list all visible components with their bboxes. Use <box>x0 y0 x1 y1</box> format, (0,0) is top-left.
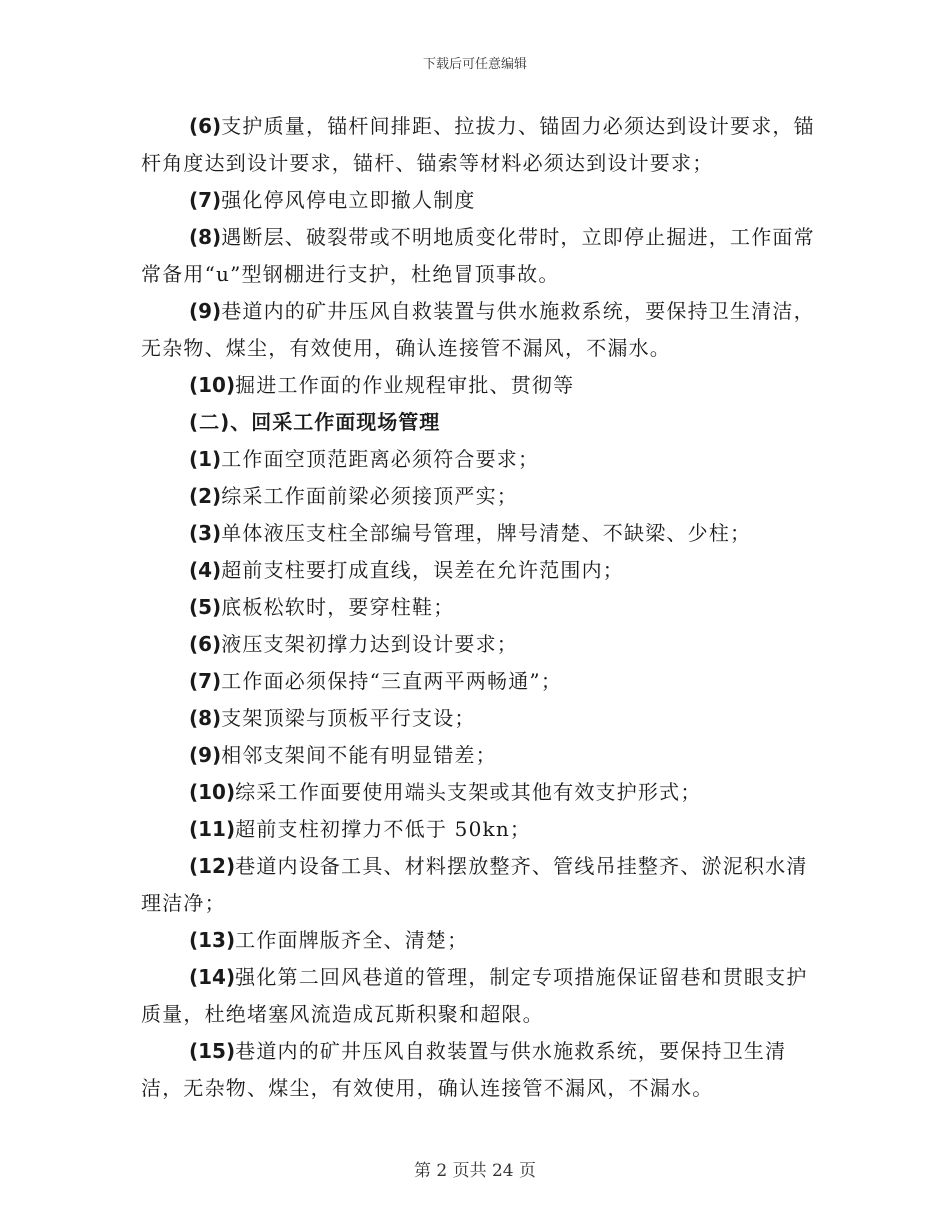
list-item <box>141 737 825 774</box>
list-item <box>141 182 825 219</box>
list-item <box>141 663 825 700</box>
item-number: (6) <box>189 114 222 138</box>
item-number: (8) <box>189 706 222 730</box>
item-text: 强化第二回风巷道的管理，制定专项措施保证留巷和贯眼支护质量，杜绝堵塞风流造成瓦斯积聚和超限。 <box>141 965 808 1026</box>
list-item <box>141 219 825 293</box>
list-item <box>141 700 825 737</box>
list-item <box>141 811 825 848</box>
item-text: 支护质量，锚杆间排距、拉拔力、锚固力必须达到设计要求，锚杆角度达到设计要求，锚杆、锚索等材料必须达到设计要求； <box>141 114 815 175</box>
list-item <box>141 848 825 922</box>
item-text: 掘进工作面的作业规程审批、贯彻等 <box>235 373 575 397</box>
item-text: 工作面牌版齐全、清楚； <box>235 928 469 952</box>
item-text: 强化停风停电立即撤人制度 <box>221 188 476 212</box>
list-item <box>141 1033 825 1107</box>
list-item <box>141 293 825 367</box>
item-number: (12) <box>189 854 236 878</box>
item-number: (1) <box>189 447 222 471</box>
item-text: 遇断层、破裂带或不明地质变化带时，立即停止掘进，工作面常常备用“u”型钢棚进行支护，杜绝冒顶事故。 <box>141 225 815 286</box>
item-number: (15) <box>189 1039 236 1063</box>
document-body <box>141 108 825 1107</box>
item-number: (3) <box>189 521 222 545</box>
item-text: 工作面必须保持“三直两平两畅通”； <box>221 669 563 693</box>
item-number: (8) <box>189 225 222 249</box>
item-number: (10) <box>189 780 236 804</box>
list-item <box>141 626 825 663</box>
item-text: 液压支架初撑力达到设计要求； <box>221 632 519 656</box>
page-header: 下载后可任意编辑 <box>422 57 527 72</box>
list-item <box>141 552 825 589</box>
list-item <box>141 589 825 626</box>
item-number: (7) <box>189 669 222 693</box>
item-number: (2) <box>189 484 222 508</box>
list-item <box>141 959 825 1033</box>
item-number: (9) <box>189 299 222 323</box>
item-text: 巷道内设备工具、材料摆放整齐、管线吊挂整齐、淤泥积水清理洁净； <box>141 854 808 915</box>
item-text: 支架顶梁与顶板平行支设； <box>221 706 476 730</box>
item-text: 巷道内的矿井压风自救装置与供水施救系统，要保持卫生清洁，无杂物、煤尘，有效使用，确认连接管不漏风，不漏水。 <box>141 1039 787 1100</box>
item-text: 底板松软时，要穿柱鞋； <box>221 595 455 619</box>
item-number: (10) <box>189 373 236 397</box>
list-item <box>141 515 825 552</box>
list-item <box>141 108 825 182</box>
page-footer: 第 2 页共 24 页 <box>413 1161 537 1181</box>
list-item <box>141 922 825 959</box>
item-text: 巷道内的矿井压风自救装置与供水施救系统，要保持卫生清洁，无杂物、煤尘，有效使用，确认连接管不漏风，不漏水。 <box>141 299 815 360</box>
item-number: (14) <box>189 965 236 989</box>
list-item <box>141 441 825 478</box>
section-heading: (二)、回采工作面现场管理 <box>189 410 441 434</box>
item-number: (5) <box>189 595 222 619</box>
item-text: 超前支柱初撑力不低于 50kn； <box>235 817 532 841</box>
item-text: 工作面空顶范距离必须符合要求； <box>221 447 540 471</box>
item-number: (9) <box>189 743 222 767</box>
item-text: 超前支柱要打成直线，误差在允许范围内； <box>221 558 625 582</box>
item-number: (11) <box>189 817 236 841</box>
item-text: 综采工作面前梁必须接顶严实； <box>221 484 519 508</box>
list-item <box>141 774 825 811</box>
list-item <box>141 367 825 404</box>
item-number: (6) <box>189 632 222 656</box>
item-text: 相邻支架间不能有明显错差； <box>221 743 497 767</box>
item-text: 综采工作面要使用端头支架或其他有效支护形式； <box>235 780 702 804</box>
item-number: (4) <box>189 558 222 582</box>
item-text: 单体液压支柱全部编号管理，牌号清楚、不缺梁、少柱； <box>221 521 752 545</box>
item-number: (13) <box>189 928 236 952</box>
item-number: (7) <box>189 188 222 212</box>
list-item <box>141 478 825 515</box>
